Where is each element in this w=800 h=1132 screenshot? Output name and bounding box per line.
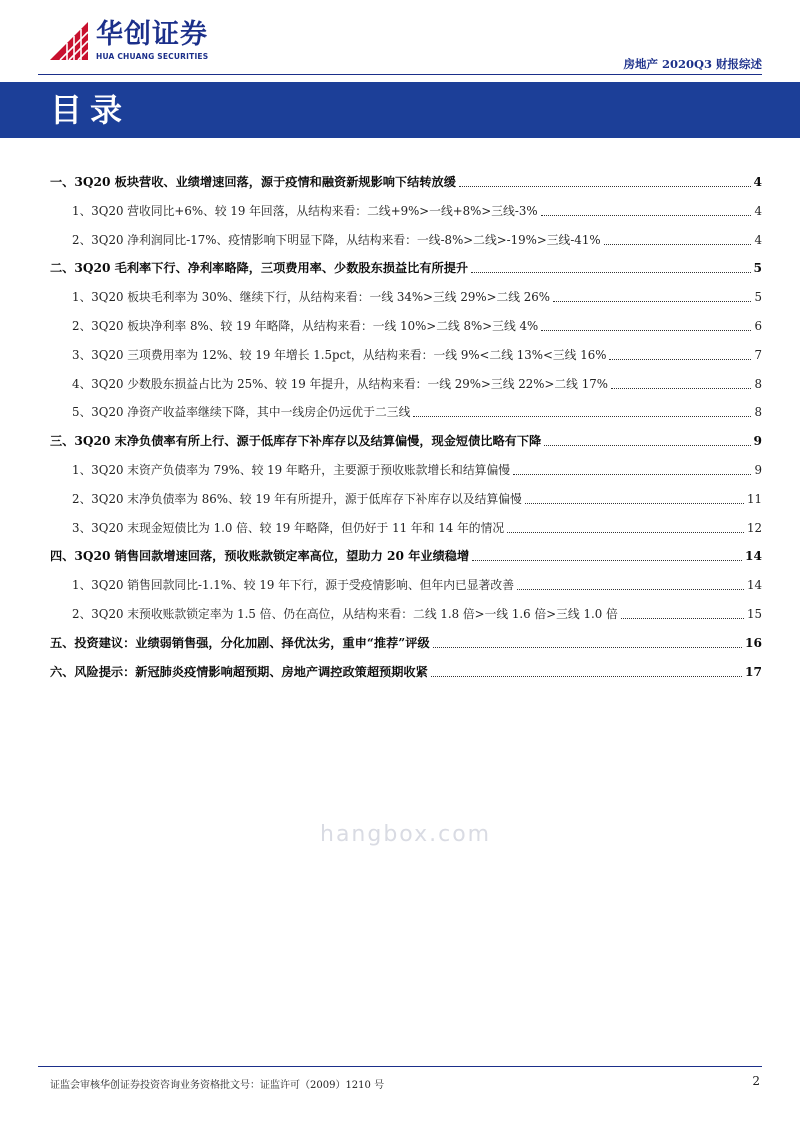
toc-entry-text: 1、3Q20 板块毛利率为 30%、继续下行，从结构来看：一线 34%>三线 29%>二线 26% (72, 290, 551, 305)
toc-entry-page: 15 (746, 607, 762, 621)
toc-entry-text: 2、3Q20 末预收账款锁定率为 1.5 倍、仍在高位，从结构来看：二线 1.8 倍>一线 1.6 倍>三线 1.0 倍 (72, 607, 618, 621)
toc-leader-dots (544, 445, 750, 446)
toc-entry-text: 4、3Q20 少数股东损益占比为 25%、较 19 年提升，从结构来看：一线 29%>三线 22%>二线 17% (72, 376, 608, 391)
toc-leader-dots (611, 388, 752, 389)
toc-leader-dots (431, 676, 742, 677)
toc-entry-text: 四、3Q20 销售回款增速回落，预收账款锁定率高位，望助力 20 年业绩稳增 (50, 549, 470, 564)
toc-title-banner (0, 82, 800, 138)
toc-leader-dots (413, 416, 751, 417)
toc-entry-page: 5 (753, 261, 762, 276)
toc-entry-page: 11 (746, 491, 762, 506)
toc-entry-text: 一、3Q20 板块营收、业绩增速回落，源于疫情和融资新规影响下结转放缓 (50, 175, 456, 189)
toc-entry-page: 9 (753, 434, 762, 449)
toc-entry-page: 4 (754, 203, 762, 218)
toc-entry-page: 8 (754, 376, 762, 391)
toc-subsection-link[interactable] (50, 197, 762, 219)
toc-entry-text: 2、3Q20 末净负债率为 86%、较 19 年有所提升，源于低库存下补库存以及结算偏慢 (72, 491, 522, 506)
toc-entry-page: 8 (754, 405, 762, 420)
toc-leader-dots (604, 244, 752, 245)
toc-subsection-link[interactable] (50, 600, 762, 622)
toc-subsection-link[interactable] (50, 398, 762, 420)
watermark: hangbox.com (320, 822, 492, 847)
toc-entry-text: 5、3Q20 净资产收益率继续下降，其中一线房企仍远优于二三线 (72, 405, 411, 420)
toc-subsection-link[interactable] (50, 456, 762, 478)
toc-subsection-link[interactable] (50, 514, 762, 536)
toc-leader-dots (541, 215, 752, 216)
toc-entry-text: 1、3Q20 营收同比+6%、较 19 年回落，从结构来看：二线+9%>一线+8%>三线-3% (72, 203, 538, 218)
toc-entry-text: 三、3Q20 末净负债率有所上行、源于低库存下补库存以及结算偏慢，现金短债比略有下降 (50, 434, 542, 449)
company-logo-text: 华创证券 (96, 19, 208, 50)
toc-leader-dots (507, 532, 744, 533)
toc-section-link[interactable] (50, 254, 762, 276)
report-title: 房地产 2020Q3 财报综述 (623, 57, 762, 71)
toc-subsection-link[interactable] (50, 485, 762, 507)
toc-leader-dots (525, 503, 744, 504)
toc-leader-dots (517, 589, 744, 590)
toc-entry-text: 2、3Q20 板块净利率 8%、较 19 年略降，从结构来看：一线 10%>二线 8%>三线 4% (72, 319, 539, 333)
toc-entry-page: 16 (745, 635, 762, 650)
toc-section-link[interactable] (50, 629, 762, 651)
toc-subsection-link[interactable] (50, 571, 762, 593)
toc-entry-page: 5 (754, 290, 762, 305)
header-divider (38, 74, 762, 75)
toc-subsection-link[interactable] (50, 312, 762, 334)
toc-leader-dots (541, 330, 751, 331)
toc-subsection-link[interactable] (50, 283, 762, 305)
toc-entry-page: 7 (754, 347, 762, 362)
toc-entry-page: 14 (745, 549, 762, 564)
toc-entry-page: 12 (746, 520, 762, 535)
toc-subsection-link[interactable] (50, 226, 762, 248)
toc-leader-dots (609, 359, 751, 360)
toc-leader-dots (621, 618, 744, 619)
toc-entry-text: 3、3Q20 末现金短债比为 1.0 倍、较 19 年略降，但仍好于 11 年和 14 年的情况 (72, 520, 505, 535)
toc-section-link[interactable] (50, 168, 762, 190)
toc-entry-text: 二、3Q20 毛利率下行、净利率略降，三项费用率、少数股东损益比有所提升 (50, 261, 469, 276)
toc-entry-text: 六、风险提示：新冠肺炎疫情影响超预期、房地产调控政策超预期收紧 (50, 664, 428, 679)
toc-leader-dots (433, 647, 742, 648)
toc-subsection-link[interactable] (50, 370, 762, 392)
toc-entry-page: 14 (746, 578, 762, 593)
toc-title: 目录 (50, 91, 131, 129)
toc-leader-dots (553, 301, 751, 302)
toc-leader-dots (472, 560, 742, 561)
toc-entry-text: 2、3Q20 净利润同比-17%、疫情影响下明显下降，从结构来看：一线-8%>二线>-19%>三线-41% (72, 232, 601, 247)
toc-leader-dots (459, 186, 751, 187)
toc-entry-page: 9 (754, 463, 762, 477)
toc-entry-text: 1、3Q20 销售回款同比-1.1%、较 19 年下行，源于受疫情影响、但年内已显著改善 (72, 578, 515, 593)
footer-license: 证监会审核华创证券投资咨询业务资格批文号：证监许可（2009）1210 号 (50, 1080, 385, 1091)
toc-section-link[interactable] (50, 542, 762, 564)
toc-leader-dots (513, 474, 751, 475)
page-header (0, 0, 800, 78)
company-logo-english: HUA CHUANG SECURITIES (96, 52, 209, 61)
toc-entry-page: 4 (753, 175, 762, 189)
company-logo-icon (50, 22, 88, 60)
footer-divider (38, 1066, 762, 1067)
toc-section-link[interactable] (50, 427, 762, 449)
toc-subsection-link[interactable] (50, 341, 762, 363)
toc-entry-page: 17 (745, 664, 762, 679)
toc-entry-text: 五、投资建议：业绩弱销售强，分化加剧、择优汰劣，重申“推荐”评级 (50, 635, 430, 650)
toc-leader-dots (471, 272, 750, 273)
toc-entry-text: 3、3Q20 三项费用率为 12%、较 19 年增长 1.5pct，从结构来看：一线 9%<二线 13%<三线 16% (72, 347, 607, 362)
toc-entry-page: 6 (754, 319, 762, 333)
page-number: 2 (752, 1074, 760, 1088)
toc-section-link[interactable] (50, 658, 762, 680)
toc-entry-page: 4 (754, 232, 762, 247)
toc-entry-text: 1、3Q20 末资产负债率为 79%、较 19 年略升，主要源于预收账款增长和结算偏慢 (72, 463, 511, 477)
